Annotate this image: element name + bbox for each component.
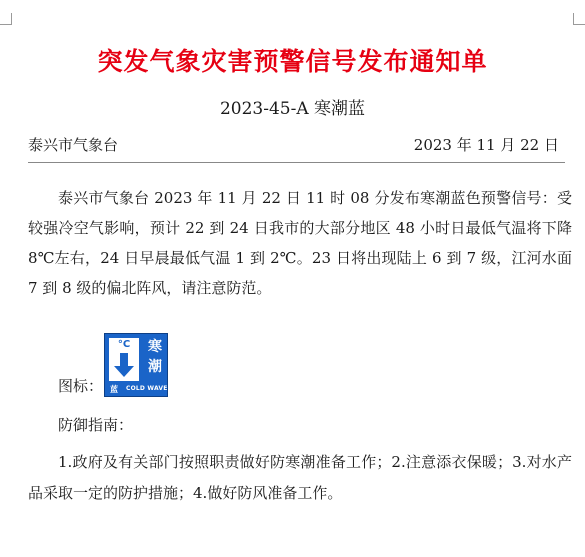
degree-celsius-text: °C (117, 339, 131, 350)
warning-type-chars (143, 337, 167, 377)
defense-guide-heading: 防御指南： (58, 416, 134, 434)
thermometer-panel (109, 338, 139, 381)
warning-char-1: 寒 (148, 339, 162, 355)
icon-label: 图标： (58, 377, 104, 395)
issue-date: 2023 年 11 月 22 日 (413, 136, 559, 154)
corner-crop-mark-right (573, 13, 585, 25)
warning-char-2: 潮 (148, 359, 162, 375)
corner-crop-mark-left (0, 13, 12, 25)
down-arrow-head (114, 366, 134, 377)
document-number: 2023-45-A 寒潮蓝 (219, 99, 366, 119)
warning-level-text: 蓝 (110, 385, 118, 394)
issuer-name: 泰兴市气象台 (28, 136, 119, 154)
header-divider (28, 162, 565, 163)
defense-guide-text: 1.政府及有关部门按照职责做好防寒潮准备工作；2.注意添衣保暖；3.对水产品采取一定的防护措施；4.做好防风准备工作。 (28, 453, 572, 502)
document-title: 突发气象灾害预警信号发布通知单 (97, 47, 488, 76)
warning-english-text: COLD WAVE (126, 385, 168, 392)
cold-wave-blue-warning-icon (104, 333, 168, 397)
down-arrow-icon (120, 353, 128, 367)
warning-body-paragraph: 泰兴市气象台 2023 年 11 月 22 日 11 时 08 分发布寒潮蓝色预警信号：受较强冷空气影响，预计 22 到 24 日我市的大部分地区 48 小时日最低气温将下降 8℃左右，24 日早晨最低气温 1 到 2℃。23 日将出现陆上 6 到 7 级，江河水面 7 到 8 级的偏北阵风，请注意防范。 (28, 189, 572, 297)
